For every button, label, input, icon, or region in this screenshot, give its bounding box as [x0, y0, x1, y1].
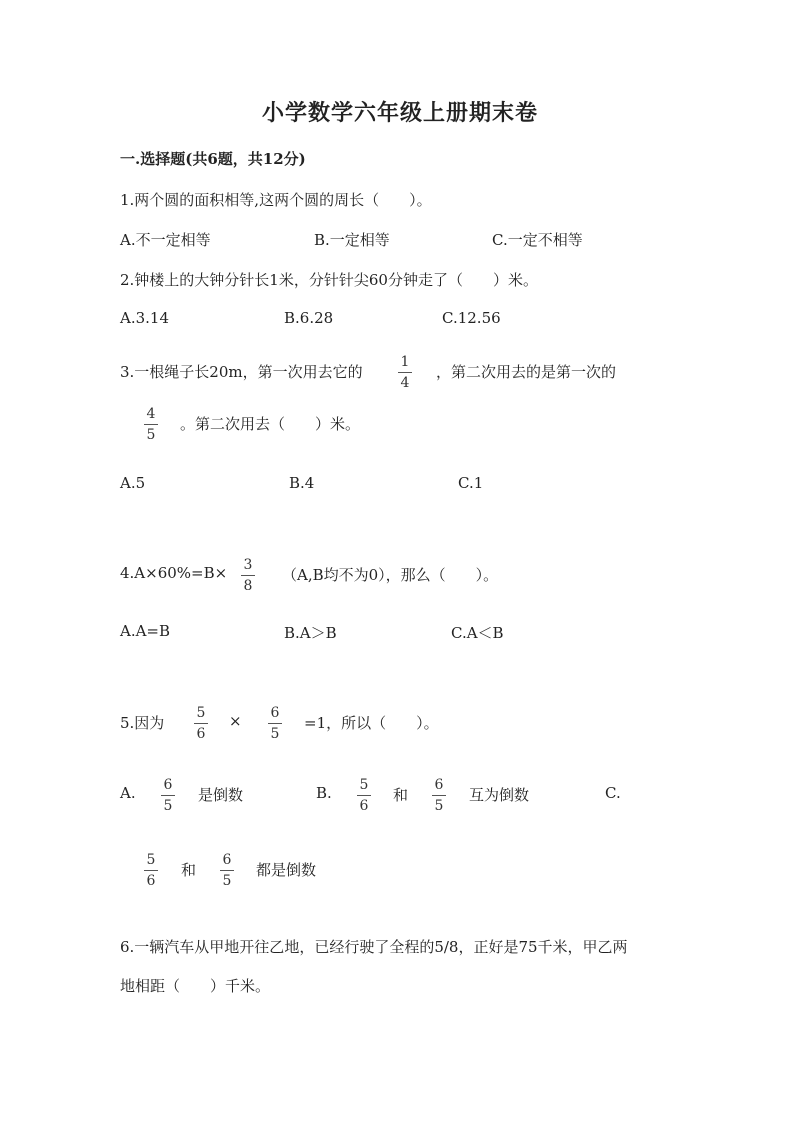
question-2-option-b: B.6.28 [284, 309, 334, 327]
question-2-option-a: A.3.14 [120, 309, 169, 327]
fraction-denominator: 6 [196, 726, 206, 742]
question-3-stem-part-2: ，第二次用去的是第一次的 [436, 363, 617, 381]
fraction-bar [194, 723, 208, 724]
fraction-five-sixths [142, 851, 160, 890]
fraction-six-fifths [430, 776, 448, 815]
question-5-option-a-label: A. [120, 784, 136, 802]
question-5-stem-part-1: 5.因为 [120, 714, 165, 732]
fraction-three-eighths [239, 556, 257, 595]
section-heading: 一.选择题(共6题，共12分) [120, 150, 306, 168]
fraction-numerator: 6 [163, 777, 173, 793]
fraction-bar [241, 575, 255, 576]
fraction-five-sixths [192, 704, 210, 743]
question-1-option-a: A.不一定相等 [120, 231, 211, 249]
fraction-bar [357, 795, 371, 796]
question-2-stem: 2.钟楼上的大钟分针长1米，分针针尖60分钟走了（ ）米。 [120, 271, 538, 289]
fraction-numerator: 3 [243, 557, 253, 573]
fraction-numerator: 6 [270, 705, 280, 721]
question-5-stem-part-2: =1，所以（ ）。 [304, 714, 439, 732]
multiply-sign: × [229, 712, 242, 730]
fraction-denominator: 5 [434, 798, 444, 814]
question-5-option-b-text: 互为倒数 [469, 786, 530, 804]
fraction-denominator: 5 [222, 873, 232, 889]
question-3-option-c: C.1 [458, 474, 484, 492]
question-1-option-b: B.一定相等 [314, 231, 390, 249]
fraction-numerator: 6 [222, 852, 232, 868]
question-5-option-c-and: 和 [181, 861, 197, 879]
fraction-denominator: 6 [359, 798, 369, 814]
page-title: 小学数学六年级上册期末卷 [261, 100, 538, 126]
fraction-numerator: 1 [400, 354, 410, 370]
question-4-stem-part-2: （A,B均不为0），那么（ ）。 [282, 566, 499, 584]
fraction-numerator: 6 [434, 777, 444, 793]
fraction-one-quarter [396, 353, 414, 392]
question-3-stem-part-1: 3.一根绳子长20m，第一次用去它的 [120, 363, 363, 381]
question-5-option-b-label: B. [316, 784, 332, 802]
fraction-numerator: 5 [196, 705, 206, 721]
fraction-denominator: 4 [400, 375, 410, 391]
fraction-numerator: 5 [146, 852, 156, 868]
question-6-stem-line-2: 地相距（ ）千米。 [120, 977, 271, 995]
fraction-bar [432, 795, 446, 796]
fraction-bar [161, 795, 175, 796]
fraction-five-sixths [355, 776, 373, 815]
fraction-bar [398, 372, 412, 373]
fraction-bar [268, 723, 282, 724]
fraction-denominator: 8 [243, 578, 253, 594]
question-6-stem-line-1: 6.一辆汽车从甲地开往乙地，已经行驶了全程的5/8，正好是75千米，甲乙两 [120, 938, 628, 956]
fraction-denominator: 5 [270, 726, 280, 742]
fraction-six-fifths [266, 704, 284, 743]
fraction-numerator: 5 [359, 777, 369, 793]
question-4-option-a: A.A=B [120, 622, 171, 640]
question-4-option-b: B.A＞B [284, 624, 337, 642]
fraction-denominator: 5 [163, 798, 173, 814]
question-4-option-c: C.A＜B [451, 624, 504, 642]
fraction-four-fifths [142, 405, 160, 444]
question-5-option-a-text: 是倒数 [198, 786, 244, 804]
fraction-six-fifths [159, 776, 177, 815]
question-5-option-b-and: 和 [393, 786, 409, 804]
fraction-bar [144, 870, 158, 871]
fraction-denominator: 6 [146, 873, 156, 889]
question-3-stem-part-3: 。第二次用去（ ）米。 [180, 415, 361, 433]
fraction-denominator: 5 [146, 427, 156, 443]
question-3-option-b: B.4 [289, 474, 315, 492]
question-4-stem-part-1: 4.A×60%=B× [120, 564, 228, 582]
fraction-numerator: 4 [146, 406, 156, 422]
fraction-six-fifths [218, 851, 236, 890]
fraction-bar [144, 424, 158, 425]
fraction-bar [220, 870, 234, 871]
question-5-option-c-text: 都是倒数 [256, 861, 317, 879]
question-1-stem: 1.两个圆的面积相等,这两个圆的周长（ ）。 [120, 191, 432, 209]
question-2-option-c: C.12.56 [442, 309, 501, 327]
question-5-option-c-label: C. [605, 784, 621, 802]
question-3-option-a: A.5 [120, 474, 146, 492]
question-1-option-c: C.一定不相等 [492, 231, 583, 249]
